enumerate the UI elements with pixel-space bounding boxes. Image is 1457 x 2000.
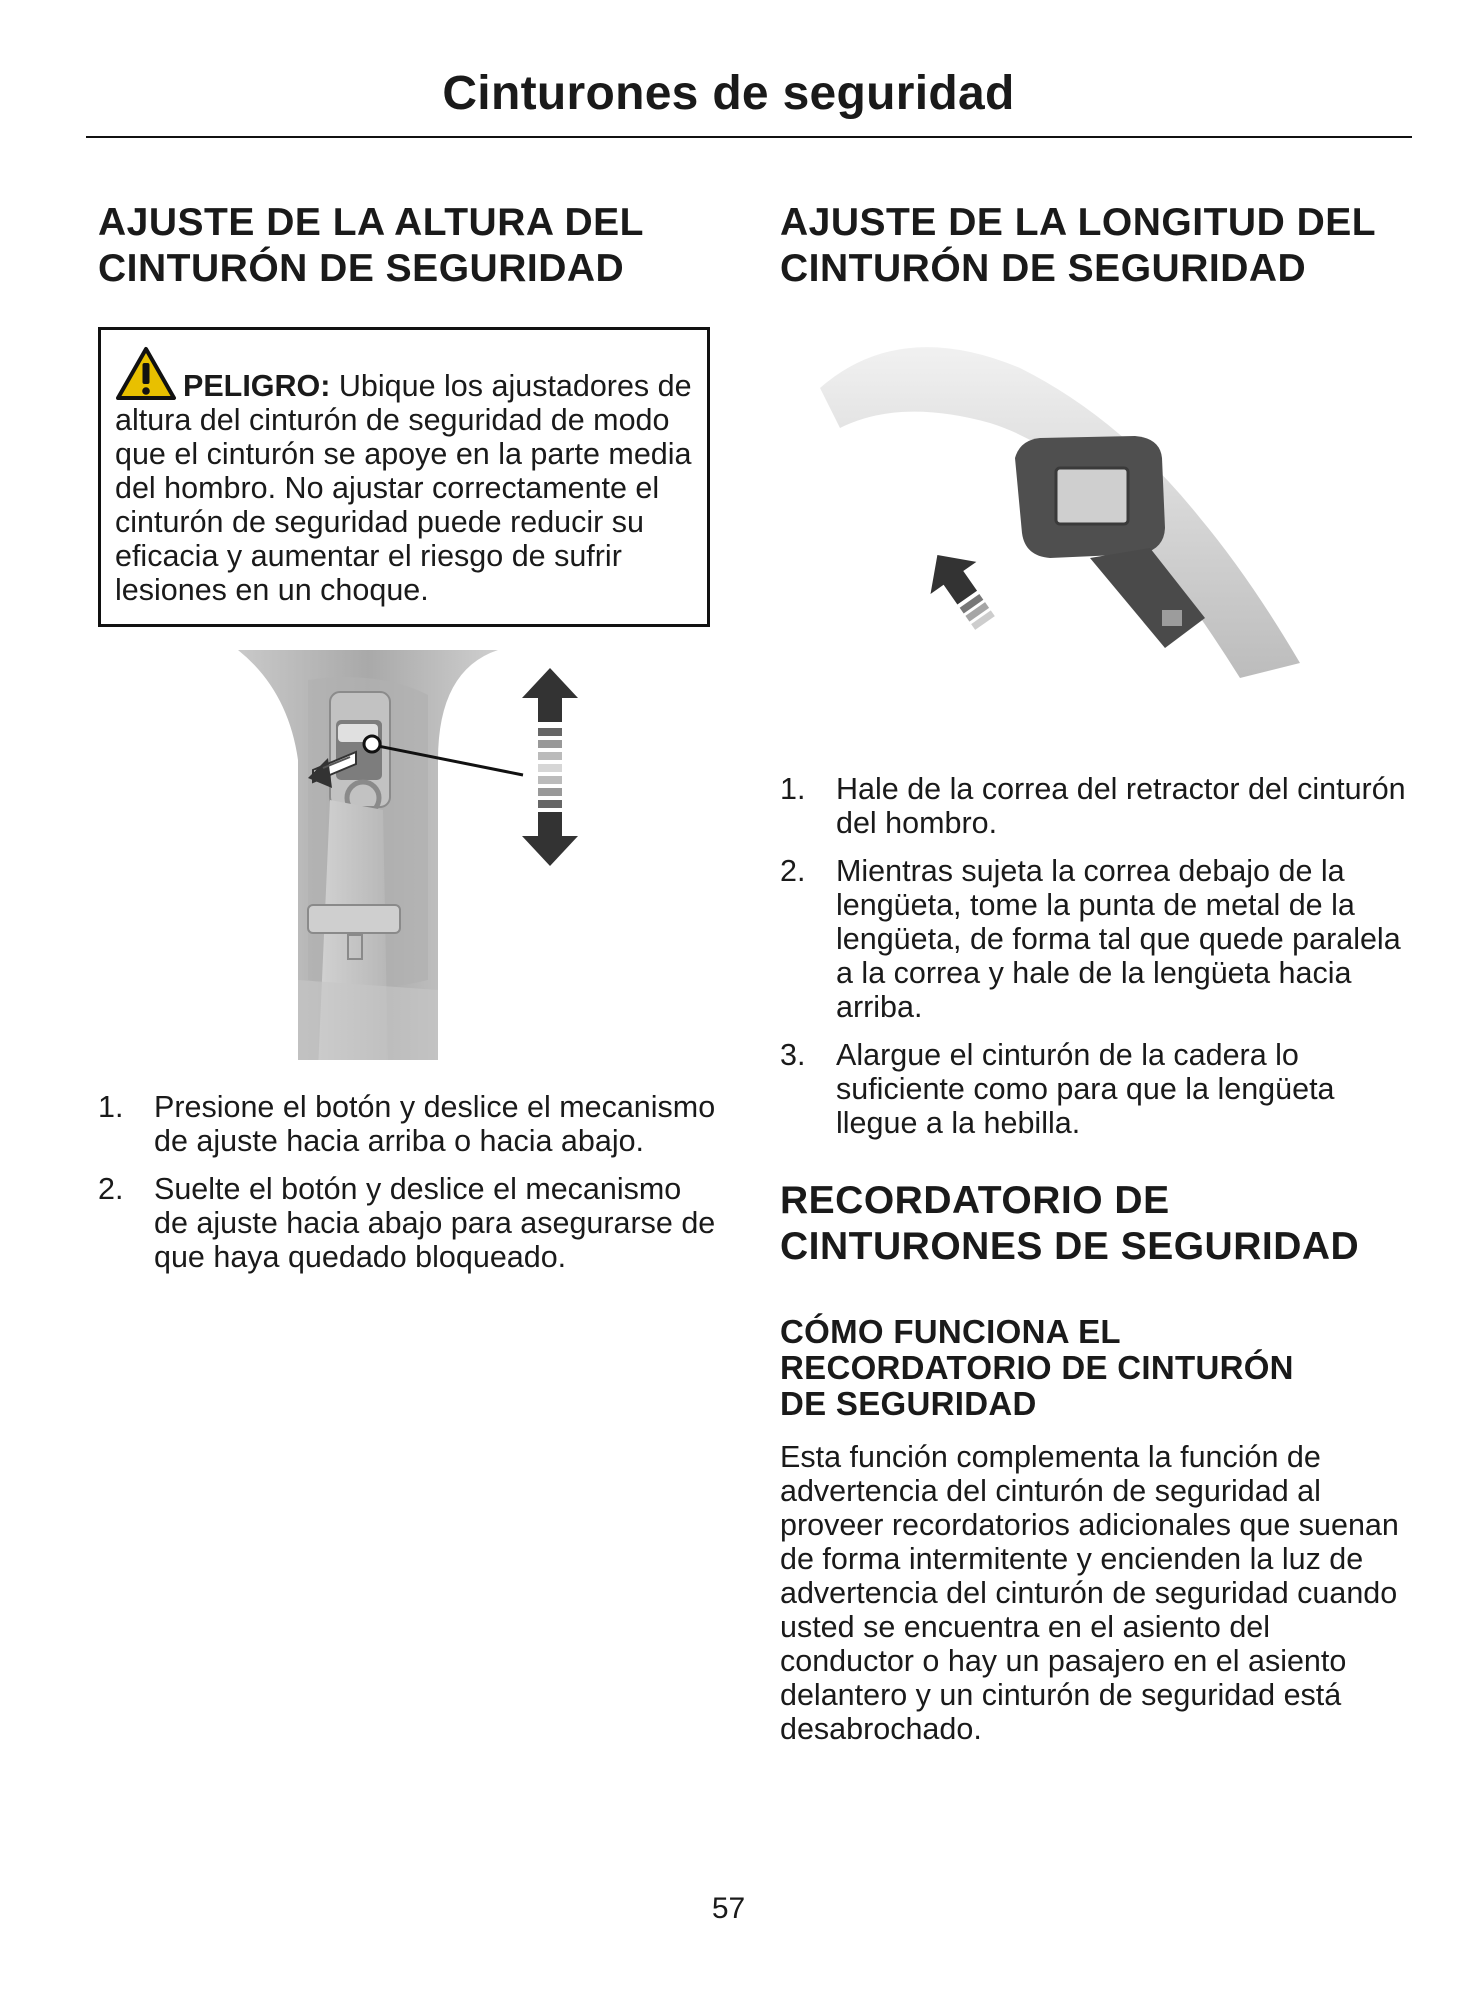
- reminder-heading: [780, 1178, 1359, 1270]
- list-item: [98, 1172, 718, 1274]
- height-adjust-steps: [98, 1090, 718, 1288]
- right-column: [780, 200, 1410, 1746]
- length-adjust-heading-line2: CINTURÓN DE SEGURIDAD: [780, 247, 1307, 290]
- step-number: 1.: [780, 772, 806, 806]
- step-number: 1.: [98, 1090, 124, 1124]
- height-adjuster-illustration: [238, 650, 608, 1060]
- title-divider: [86, 136, 1412, 138]
- list-item: [98, 1090, 718, 1158]
- step-text: Hale de la correa del retractor del cinturón del hombro.: [836, 772, 1406, 840]
- left-column: [98, 200, 718, 1274]
- how-heading-line3: DE SEGURIDAD: [780, 1385, 1037, 1422]
- page-number: 57: [711, 1892, 746, 1925]
- step-number: 2.: [98, 1172, 124, 1206]
- list-item: [780, 1038, 1410, 1140]
- how-it-works-heading: [780, 1314, 1294, 1422]
- page-title: Cinturones de seguridad: [442, 67, 1015, 120]
- warning-triangle-icon: [115, 346, 177, 402]
- step-number: 2.: [780, 854, 806, 888]
- how-it-works-text: Esta función complementa la función de advertencia del cinturón de seguridad al proveer recordatorios adicionales que suenan de forma intermitente y encienden la luz de advertencia del cinturón de seguridad cuando usted se encuentra en el asiento del conductor o hay un pasajero en el asiento delantero y un cinturón de seguridad está desabrochado.: [780, 1440, 1399, 1746]
- length-adjust-steps: [780, 772, 1410, 1154]
- how-heading-line1: CÓMO FUNCIONA EL: [780, 1313, 1121, 1350]
- step-text: Alargue el cinturón de la cadera lo suficiente como para que la lengüeta llegue a la hebilla.: [836, 1038, 1335, 1140]
- danger-label: PELIGRO:: [183, 369, 331, 403]
- height-adjust-heading-line2: CINTURÓN DE SEGURIDAD: [98, 247, 625, 290]
- list-item: [780, 772, 1410, 840]
- danger-text: Ubique los ajustadores de altura del cinturón de seguridad de modo que el cinturón se apoye en la parte media del hombro. No ajustar correctamente el cinturón de seguridad puede reducir su eficacia y aumentar el riesgo de sufrir lesiones en un choque.: [115, 369, 692, 607]
- how-heading-line2: RECORDATORIO DE CINTURÓN: [780, 1349, 1294, 1386]
- step-text: Suelte el botón y deslice el mecanismo de ajuste hacia abajo para asegurarse de que haya quedado bloqueado.: [154, 1172, 716, 1274]
- step-number: 3.: [780, 1038, 806, 1072]
- step-text: Mientras sujeta la correa debajo de la lengüeta, tome la punta de metal de la lengüeta, de forma tal que quede paralela a la correa y hale de la lengüeta hacia arriba.: [836, 854, 1401, 1024]
- danger-warning-box: [98, 327, 710, 627]
- belt-tongue-illustration: [820, 328, 1340, 708]
- length-adjust-heading-line1: AJUSTE DE LA LONGITUD DEL: [780, 201, 1377, 244]
- reminder-heading-line1: RECORDATORIO DE: [780, 1179, 1170, 1222]
- list-item: [780, 854, 1410, 1024]
- length-adjust-heading: [780, 200, 1410, 292]
- height-adjust-heading: [98, 200, 718, 292]
- step-text: Presione el botón y deslice el mecanismo de ajuste hacia arriba o hacia abajo.: [154, 1090, 716, 1158]
- reminder-heading-line2: CINTURONES DE SEGURIDAD: [780, 1225, 1360, 1268]
- height-adjust-heading-line1: AJUSTE DE LA ALTURA DEL: [98, 201, 644, 244]
